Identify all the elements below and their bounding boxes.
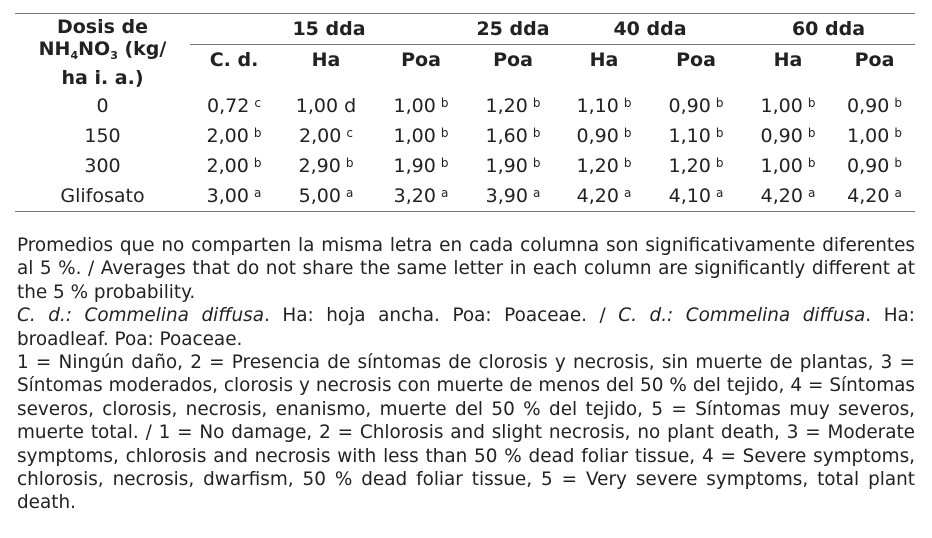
- note-abbr-species: C. d.: Commelina diffusa: [17, 305, 265, 327]
- cell-value: 0,90: [576, 125, 619, 147]
- note-abbr-en: . Ha: broadleaf. Poa: Poaceae.: [17, 305, 915, 350]
- significance-letter: b: [807, 126, 816, 140]
- results-table: [15, 13, 915, 212]
- significance-letter: b: [807, 156, 816, 170]
- value-cell: [468, 151, 558, 181]
- significance-letter: b: [440, 96, 449, 110]
- cell-value: 0,90: [668, 95, 711, 117]
- column-header-5: Ha: [589, 49, 619, 71]
- dose-cell: 0: [96, 95, 109, 117]
- value-cell: [558, 91, 650, 121]
- column-header-7: Ha: [773, 49, 803, 71]
- value-cell: [650, 181, 742, 212]
- significance-letter: b: [715, 126, 724, 140]
- group-15dda: 15 dda: [190, 14, 468, 45]
- cell-value: 2,00: [206, 125, 249, 147]
- value-cell: [650, 91, 742, 121]
- value-cell: [374, 181, 468, 212]
- value-cell: [558, 151, 650, 181]
- value-cell: [742, 91, 834, 121]
- value-cell: [742, 121, 834, 151]
- significance-letter: c: [346, 126, 353, 140]
- value-cell: [834, 151, 915, 181]
- note-damage-scale: 1 = Ningún daño, 2 = Presencia de síntomas de clorosis y necrosis, sin muerte de plantas, 3 = Síntomas moderados, clorosis y necrosis con muerte de menos del 50 % del tejido, 4 = Síntomas severos, clorosis, necrosis, enanismo, muerte del 50 % del tejido, 5 = Síntomas muy severos, muerte total. / 1 = No damage, 2 = Chlorosis and slight necrosis, no plant death, 3 = Moderate symptoms, chlorosis and necrosis with less than 50 % dead foliar tissue, 4 = Severe symptoms, chlorosis, necrosis, dwarfism, 50 % dead foliar tissue, 5 = Very severe symptoms, total plant death.: [17, 352, 915, 514]
- significance-letter: a: [532, 186, 541, 200]
- significance-letter: a: [623, 186, 632, 200]
- group-25dda: 25 dda: [468, 14, 558, 45]
- column-header-6: Poa: [676, 49, 716, 71]
- significance-letter: b: [532, 156, 541, 170]
- cell-value: 4,10: [668, 185, 711, 207]
- cell-value: 2,00: [299, 125, 342, 147]
- cell-value: 4,20: [576, 185, 619, 207]
- column-header-1: C. d.: [209, 49, 259, 71]
- value-cell: [742, 151, 834, 181]
- significance-letter: b: [345, 156, 354, 170]
- column-header-4: Poa: [493, 49, 533, 71]
- value-cell: [558, 181, 650, 212]
- value-cell: [278, 151, 374, 181]
- significance-letter: b: [440, 156, 449, 170]
- cell-value: 1,90: [485, 155, 528, 177]
- significance-letter: a: [440, 186, 449, 200]
- table-row: [15, 91, 915, 121]
- cell-value: 1,20: [576, 155, 619, 177]
- value-cell: [374, 121, 468, 151]
- significance-letter: b: [253, 156, 262, 170]
- value-cell: [374, 151, 468, 181]
- cell-value: 4,20: [847, 185, 890, 207]
- cell-value: 3,20: [393, 185, 436, 207]
- significance-letter: a: [894, 186, 902, 200]
- cell-value: 3,00: [206, 185, 249, 207]
- value-cell: [190, 151, 278, 181]
- significance-letter: b: [715, 96, 724, 110]
- significance-letter: b: [623, 126, 632, 140]
- cell-value: 1,00: [760, 155, 803, 177]
- cell-value: 1,10: [576, 95, 619, 117]
- value-cell: [834, 181, 915, 212]
- value-cell: [278, 181, 374, 212]
- dose-cell: Glifosato: [15, 181, 190, 212]
- dose-cell: 300: [84, 155, 121, 177]
- group-40dda: 40 dda: [558, 14, 742, 45]
- header-gap: [190, 75, 915, 91]
- value-cell: [650, 151, 742, 181]
- cell-value: 2,90: [298, 155, 341, 177]
- cell-value: 1,00: [393, 125, 436, 147]
- significance-letter: b: [807, 96, 816, 110]
- value-cell: [834, 121, 915, 151]
- value-cell: [190, 121, 278, 151]
- dose-header-no: NO: [78, 38, 111, 60]
- significance-letter: b: [894, 126, 902, 140]
- value-cell: [374, 91, 468, 121]
- dose-header: [15, 14, 190, 92]
- value-cell: [834, 91, 915, 121]
- dose-header-sub4: 4: [70, 49, 79, 62]
- column-header-3: Poa: [401, 49, 441, 71]
- significance-letter: b: [894, 156, 902, 170]
- significance-letter: b: [623, 156, 632, 170]
- significance-letter: a: [807, 186, 816, 200]
- cell-value: 3,90: [485, 185, 528, 207]
- note-significance: Promedios que no comparten la misma letra en cada columna son significativamente diferentes al 5 %. / Averages that do not share the same letter in each column are significantly different at the 5 % probability.: [17, 235, 915, 303]
- cell-value: 5,00: [298, 185, 341, 207]
- cell-value: 1,00: [847, 125, 890, 147]
- value-cell: [468, 181, 558, 212]
- significance-letter: a: [715, 186, 724, 200]
- cell-value: 1,00 d: [295, 95, 357, 117]
- value-cell: [190, 91, 278, 121]
- significance-letter: a: [253, 186, 262, 200]
- dose-cell: 150: [84, 125, 121, 147]
- significance-letter: b: [715, 156, 724, 170]
- value-cell: [190, 181, 278, 212]
- dose-header-line3: ha i. a.): [61, 67, 144, 89]
- cell-value: 1,90: [393, 155, 436, 177]
- cell-value: 1,20: [668, 155, 711, 177]
- cell-value: 0,90: [847, 155, 890, 177]
- value-cell: [742, 181, 834, 212]
- cell-value: 1,10: [668, 125, 711, 147]
- column-header-2: Ha: [311, 49, 341, 71]
- value-cell: [558, 121, 650, 151]
- value-cell: [650, 121, 742, 151]
- cell-value: 1,20: [485, 95, 528, 117]
- cell-value: 1,00: [393, 95, 436, 117]
- cell-value: 0,90: [760, 125, 803, 147]
- table-row: [15, 151, 915, 181]
- significance-letter: b: [253, 126, 262, 140]
- group-60dda: 60 dda: [742, 14, 915, 45]
- dose-header-line1: Dosis de: [56, 16, 149, 38]
- cell-value: 1,60: [485, 125, 528, 147]
- cell-value: 2,00: [206, 155, 249, 177]
- note-abbreviations: [17, 304, 915, 351]
- value-cell: [278, 121, 374, 151]
- table-row: [15, 181, 915, 212]
- note-abbr-species-en: C. d.: Commelina diffusa: [618, 305, 866, 327]
- cell-value: 4,20: [760, 185, 803, 207]
- value-cell: [278, 91, 374, 121]
- significance-letter: c: [254, 96, 261, 110]
- column-header-8: Poa: [854, 49, 895, 71]
- dose-header-nh: NH: [38, 38, 71, 60]
- table-notes: [17, 234, 915, 515]
- cell-value: 0,90: [847, 95, 890, 117]
- significance-letter: b: [623, 96, 632, 110]
- significance-letter: b: [532, 96, 541, 110]
- table-row: [15, 121, 915, 151]
- value-cell: [468, 91, 558, 121]
- dose-header-sub3: 3: [110, 49, 118, 62]
- cell-value: 1,00: [760, 95, 803, 117]
- value-cell: [468, 121, 558, 151]
- dose-header-kg: (kg/: [117, 38, 167, 60]
- significance-letter: a: [345, 186, 354, 200]
- significance-letter: b: [894, 96, 902, 110]
- significance-letter: b: [440, 126, 449, 140]
- cell-value: 0,72: [207, 95, 250, 117]
- significance-letter: b: [532, 126, 541, 140]
- note-abbr-es: . Ha: hoja ancha. Poa: Poaceae. /: [264, 305, 619, 327]
